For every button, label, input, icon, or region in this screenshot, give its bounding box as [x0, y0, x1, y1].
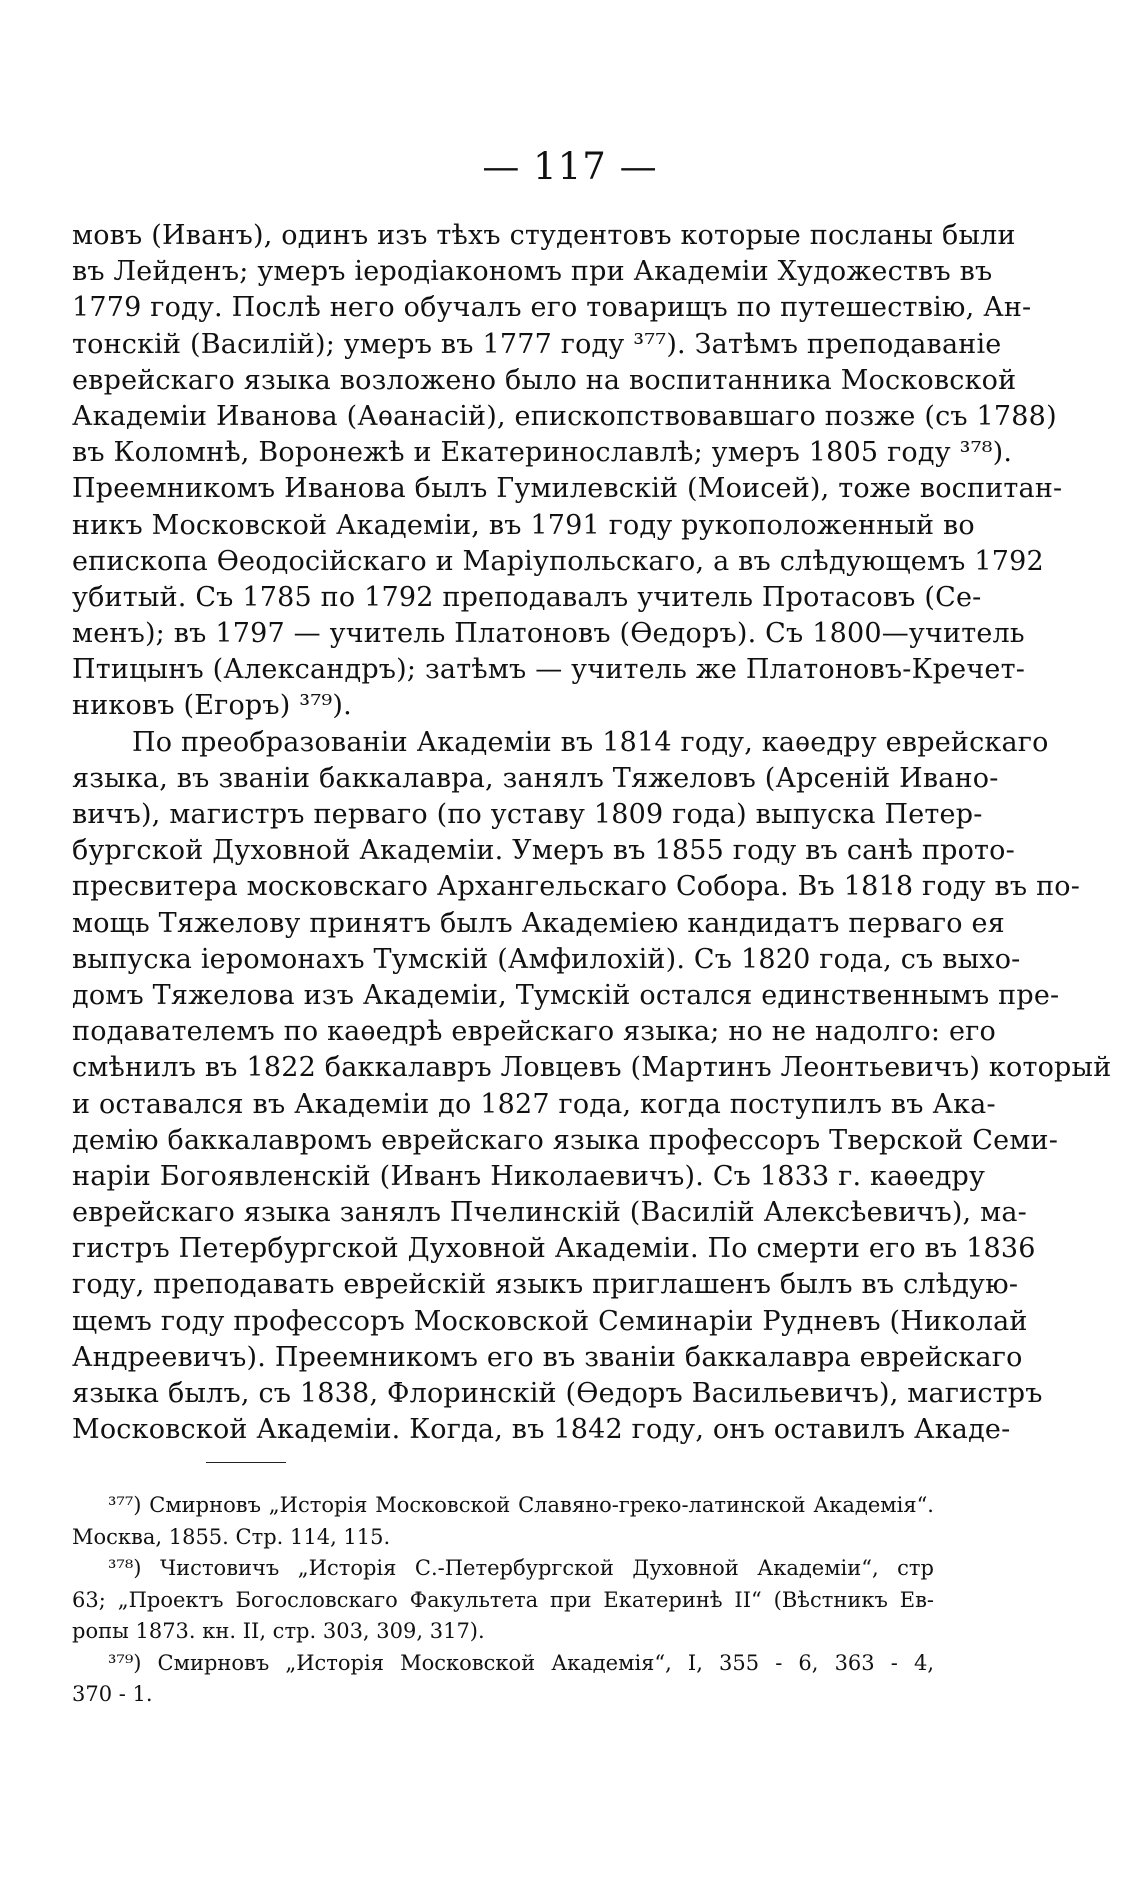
text-line: никовъ (Егоръ) ³⁷⁹).	[72, 690, 352, 722]
main-text	[72, 218, 1112, 1448]
footnote-line: 370 - 1.	[72, 1682, 153, 1706]
text-line: вичъ), магистръ перваго (по уставу 1809 года) выпуска Петер-	[72, 799, 983, 830]
text-line: языка, въ званіи баккалавра, занялъ Тяжеловъ (Арсеній Ивано-	[72, 762, 999, 794]
text-line: епископа Ѳеодосійскаго и Маріупольскаго, а въ слѣдующемъ 1792	[72, 545, 1044, 577]
footnote-line: ³⁷⁹) Смирновъ „Исторія Московской Академія“, I, 355 - 6, 363 - 4,	[108, 1650, 934, 1675]
text-line: тонскій (Василій); умеръ въ 1777 году ³⁷⁷). Затѣмъ преподаваніе	[72, 328, 1002, 360]
text-line: и оставался въ Академіи до 1827 года, когда поступилъ въ Ака-	[72, 1088, 996, 1120]
text-line: По преобразованіи Академіи въ 1814 году, каѳедру еврейскаго	[132, 726, 1049, 758]
text-line: Преемникомъ Иванова былъ Гумилевскій (Моисей), тоже воспитан-	[72, 473, 1063, 505]
footnote-line: ропы 1873. кн. II, стр. 303, 309, 317).	[72, 1619, 485, 1643]
footnotes	[72, 1490, 934, 1711]
page-number: — 117 —	[482, 145, 658, 188]
text-line: подавателемъ по каѳедрѣ еврейскаго языка; но не надолго: его	[72, 1016, 996, 1048]
text-line: въ Коломнѣ, Воронежѣ и Екатеринославлѣ; умеръ 1805 году ³⁷⁸).	[72, 437, 1013, 469]
footnote-divider	[206, 1462, 286, 1463]
footnote-line: ³⁷⁷) Смирновъ „Исторія Московской Славяно-греко-латинской Академія“.	[108, 1493, 934, 1517]
text-line: Академіи Иванова (Аѳанасій), епископствовавшаго позже (съ 1788)	[72, 400, 1057, 432]
text-line: въ Лейденъ; умеръ іеродіакономъ при Академіи Художествъ въ	[72, 256, 993, 288]
footnote-line: 63; „Проектъ Богословскаго Факультета при Екатеринѣ II“ (Вѣстникъ Ев-	[72, 1587, 934, 1612]
text-line: смѣнилъ въ 1822 баккалавръ Ловцевъ (Мартинъ Леонтьевичъ) который	[72, 1052, 1112, 1084]
text-line: убитый. Съ 1785 по 1792 преподавалъ учитель Протасовъ (Се-	[72, 581, 982, 613]
text-line: еврейскаго языка занялъ Пчелинскій (Василій Алексѣевичъ), ма-	[72, 1197, 1027, 1229]
text-line: демію баккалавромъ еврейскаго языка профессоръ Тверской Семи-	[72, 1124, 1059, 1156]
text-line: Андреевичъ). Преемникомъ его въ званіи баккалавра еврейскаго	[72, 1341, 1023, 1373]
text-line: языка былъ, съ 1838, Флоринскій (Ѳедоръ Васильевичъ), магистръ	[72, 1378, 1043, 1409]
text-line: никъ Московской Академіи, въ 1791 году рукоположенный во	[72, 509, 975, 541]
text-line: бургской Духовной Академіи. Умеръ въ 1855 году въ санѣ прото-	[72, 835, 1015, 867]
text-line: еврейскаго языка возложено было на воспитанника Московской	[72, 364, 1017, 396]
text-line: мощь Тяжелову принятъ былъ Академіею кандидатъ перваго ея	[72, 907, 1005, 939]
text-line: Московской Академіи. Когда, въ 1842 году, онъ оставилъ Акаде-	[72, 1414, 1011, 1446]
text-line: 1779 году. Послѣ него обучалъ его товарищъ по путешествію, Ан-	[72, 292, 1032, 324]
text-line: выпуска іеромонахъ Тумскій (Амфилохій). Съ 1820 года, съ выхо-	[72, 943, 1021, 975]
text-line: гистръ Петербургской Духовной Академіи. По смерти его въ 1836	[72, 1233, 1036, 1265]
text-line: мовъ (Иванъ), одинъ изъ тѣхъ студентовъ которые посланы были	[72, 220, 1016, 251]
footnote-line: ³⁷⁸) Чистовичъ „Исторія С.-Петербургской Духовной Академіи“, стр	[108, 1556, 934, 1580]
text-line: щемъ году профессоръ Московской Семинаріи Рудневъ (Николай	[72, 1305, 1028, 1337]
text-line: году, преподавать еврейскій языкъ приглашенъ былъ въ слѣдую-	[72, 1269, 1019, 1301]
text-line: менъ); въ 1797 — учитель Платоновъ (Ѳедоръ). Съ 1800—учитель	[72, 618, 1025, 650]
text-line: пресвитера московскаго Архангельскаго Собора. Въ 1818 году въ по-	[72, 871, 1081, 903]
text-line: наріи Богоявленскій (Иванъ Николаевичъ). Съ 1833 г. каѳедру	[72, 1160, 986, 1192]
text-line: Птицынъ (Александръ); затѣмъ — учитель же Платоновъ-Кречет-	[72, 654, 1026, 686]
footnote-line: Москва, 1855. Стр. 114, 115.	[72, 1524, 391, 1549]
text-line: домъ Тяжелова изъ Академіи, Тумскій остался единственнымъ пре-	[72, 979, 1060, 1011]
